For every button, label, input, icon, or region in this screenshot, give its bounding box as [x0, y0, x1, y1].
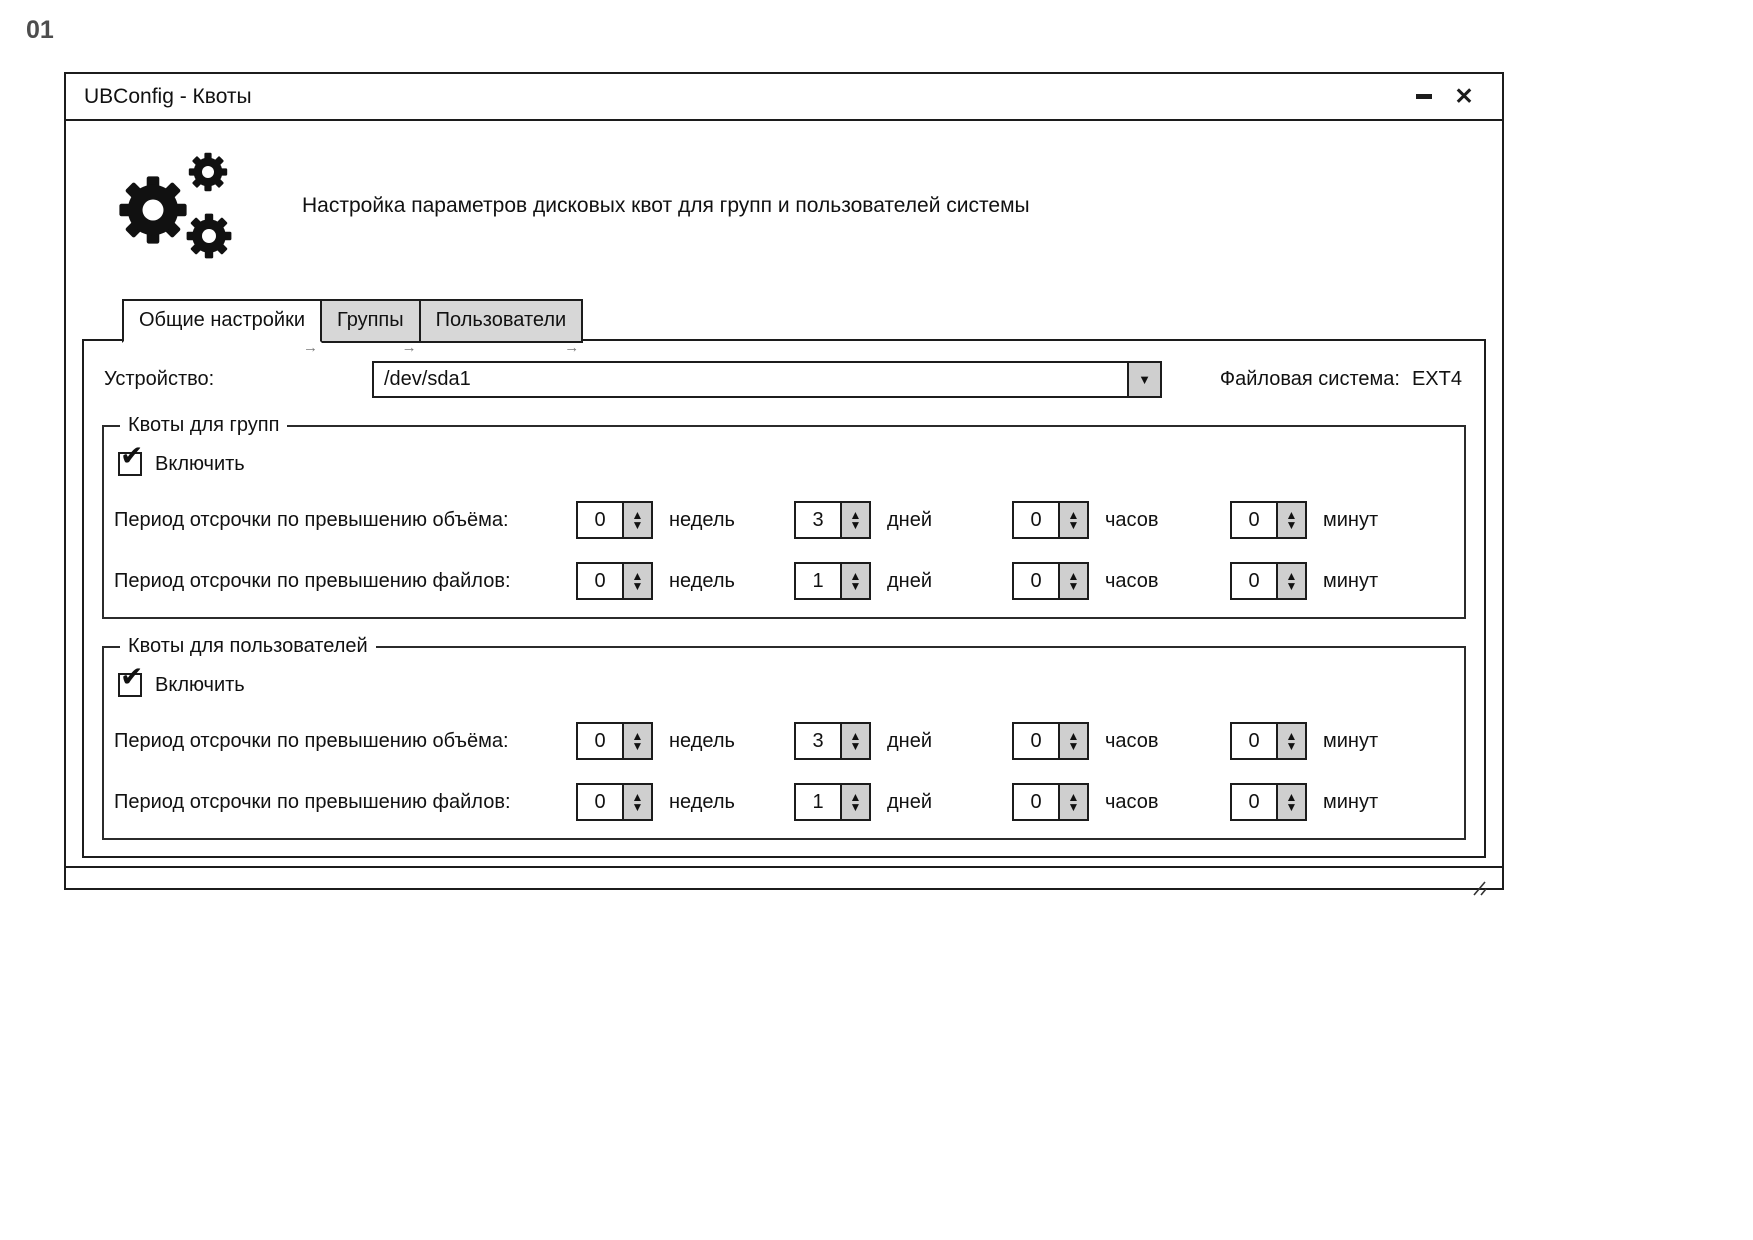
spinner-cell-minutes: [1230, 501, 1378, 539]
spinner-hours: [1012, 501, 1089, 539]
spinner-cell-days: [794, 722, 1012, 760]
check-icon: ✔: [120, 661, 144, 692]
unit-hours-label: часов: [1105, 569, 1159, 592]
spinner-cell-hours: [1012, 722, 1230, 760]
spinner-days-value[interactable]: 1: [812, 790, 824, 813]
spinner-weeks-buttons[interactable]: [622, 785, 651, 819]
tab-arrow-icon: →: [303, 339, 318, 356]
user-quotas-section: [102, 635, 1466, 840]
unit-weeks-label: недель: [669, 508, 735, 531]
spinner-weeks-buttons[interactable]: [622, 503, 651, 537]
device-row: [98, 361, 1470, 398]
spinner-cell-hours: [1012, 562, 1230, 600]
spinner-hours-buttons[interactable]: [1058, 564, 1087, 598]
spinner-days-buttons[interactable]: [840, 564, 869, 598]
spinner-cell-weeks: [576, 562, 794, 600]
spinner-down-icon[interactable]: ▼: [1285, 739, 1298, 753]
spinner-days-value[interactable]: 3: [812, 729, 824, 752]
device-label: Устройство:: [104, 368, 215, 390]
check-icon: ✔: [120, 440, 144, 471]
spinner-cell-weeks: [576, 783, 794, 821]
spinner-weeks-value[interactable]: 0: [594, 729, 606, 752]
spinner-hours-buttons[interactable]: [1058, 503, 1087, 537]
spinner-minutes-buttons[interactable]: [1276, 785, 1305, 819]
unit-minutes-label: минут: [1323, 790, 1379, 813]
tab-users-label: Пользователи: [435, 309, 567, 331]
spinner-weeks-value[interactable]: 0: [594, 790, 606, 813]
spinner-down-icon[interactable]: ▼: [631, 579, 644, 593]
tab-general-settings-label: Общие настройки: [139, 309, 305, 331]
spinner-down-icon[interactable]: ▼: [631, 518, 644, 532]
minimize-icon: [1416, 94, 1432, 99]
spinner-up-icon[interactable]: ▲: [631, 729, 644, 743]
spinner-down-icon[interactable]: ▼: [849, 579, 862, 593]
spinner-cell-minutes: [1230, 562, 1378, 600]
spinner-up-icon[interactable]: ▲: [1067, 790, 1080, 804]
spinner-up-icon[interactable]: ▲: [1285, 729, 1298, 743]
spinner-days-buttons[interactable]: [840, 503, 869, 537]
spinner-cell-hours: [1012, 783, 1230, 821]
spinner-minutes-value[interactable]: 0: [1248, 508, 1260, 531]
grace-period-files-row: [104, 561, 1464, 601]
spinner-up-icon[interactable]: ▲: [1285, 569, 1298, 583]
spinner-weeks-value[interactable]: 0: [594, 508, 606, 531]
spinner-up-icon[interactable]: ▲: [849, 790, 862, 804]
spinner-weeks: [576, 501, 653, 539]
spinner-down-icon[interactable]: ▼: [849, 739, 862, 753]
spinner-down-icon[interactable]: ▼: [1067, 518, 1080, 532]
chevron-down-icon: ▼: [1138, 372, 1151, 387]
spinner-hours-value[interactable]: 0: [1030, 729, 1042, 752]
grace-period-volume-label: Период отсрочки по превышению объёма:: [114, 508, 509, 531]
spinner-up-icon[interactable]: ▲: [849, 508, 862, 522]
unit-weeks-label: недель: [669, 569, 735, 592]
spinner-cell-minutes: [1230, 722, 1378, 760]
tab-groups-label: Группы: [337, 309, 404, 331]
spinner-weeks-buttons[interactable]: [622, 724, 651, 758]
spinner-down-icon[interactable]: ▼: [631, 739, 644, 753]
tab-bar: [122, 299, 1486, 356]
spinner-minutes: [1230, 501, 1307, 539]
unit-hours-label: часов: [1105, 790, 1159, 813]
spinner-minutes-value[interactable]: 0: [1248, 729, 1260, 752]
unit-hours-label: часов: [1105, 508, 1159, 531]
filesystem-value: EXT4: [1411, 368, 1462, 390]
statusbar: [66, 866, 1502, 903]
spinner-cell-weeks: [576, 722, 794, 760]
unit-weeks-label: недель: [669, 790, 735, 813]
spinner-cell-weeks: [576, 501, 794, 539]
spinner-down-icon[interactable]: ▼: [1285, 579, 1298, 593]
enable-row: [118, 440, 1464, 479]
spinner-weeks-value[interactable]: 0: [594, 569, 606, 592]
spinner-up-icon[interactable]: ▲: [1285, 508, 1298, 522]
spinner-hours: [1012, 783, 1089, 821]
tab-arrow-icon: →: [401, 339, 417, 356]
spinner-hours: [1012, 562, 1089, 600]
window-description: Настройка параметров дисковых квот для групп и пользователей системы: [302, 194, 1030, 217]
close-button[interactable]: [1444, 82, 1484, 112]
close-icon: ✕: [1454, 83, 1474, 109]
page-index-label: 01: [26, 16, 54, 44]
spinner-up-icon[interactable]: ▲: [1285, 790, 1298, 804]
resize-grip[interactable]: [1470, 880, 1490, 896]
enable-row: [118, 661, 1464, 700]
spinner-minutes: [1230, 783, 1307, 821]
grace-period-volume-label: Период отсрочки по превышению объёма:: [114, 729, 509, 752]
spinner-hours-value[interactable]: 0: [1030, 569, 1042, 592]
unit-days-label: дней: [887, 790, 933, 813]
window-body: [66, 121, 1502, 866]
spinner-hours-value[interactable]: 0: [1030, 790, 1042, 813]
spinner-minutes-value[interactable]: 0: [1248, 790, 1260, 813]
spinner-down-icon[interactable]: ▼: [849, 800, 862, 814]
window-title: UBConfig - Квоты: [84, 84, 252, 108]
spinner-days-buttons[interactable]: [840, 724, 869, 758]
grace-period-files-label: Период отсрочки по превышению файлов:: [114, 790, 511, 813]
spinner-weeks: [576, 722, 653, 760]
spinner-hours: [1012, 722, 1089, 760]
spinner-hours-value[interactable]: 0: [1030, 508, 1042, 531]
spinner-cell-minutes: [1230, 783, 1378, 821]
spinner-minutes-value[interactable]: 0: [1248, 569, 1260, 592]
spinner-down-icon[interactable]: ▼: [1285, 800, 1298, 814]
spinner-up-icon[interactable]: ▲: [631, 508, 644, 522]
spinner-cell-days: [794, 501, 1012, 539]
minimize-button[interactable]: [1404, 82, 1444, 112]
general-settings-panel: [82, 339, 1486, 858]
spinner-weeks-buttons[interactable]: [622, 564, 651, 598]
unit-minutes-label: минут: [1323, 508, 1379, 531]
titlebar: [66, 74, 1502, 121]
grace-period-volume-row: [104, 500, 1464, 540]
filesystem-info: [1220, 368, 1464, 391]
spinner-minutes: [1230, 562, 1307, 600]
tab-arrow-icon: →: [564, 339, 580, 356]
group-quotas-section: [102, 414, 1466, 619]
tab-users[interactable]: [419, 299, 584, 356]
unit-weeks-label: недель: [669, 729, 735, 752]
header-section: [112, 145, 1486, 267]
spinner-down-icon[interactable]: ▼: [1285, 518, 1298, 532]
gears-icon: [112, 146, 244, 266]
spinner-minutes-buttons[interactable]: [1276, 564, 1305, 598]
user-enable-label: Включить: [155, 673, 245, 696]
spinner-days-value[interactable]: 1: [812, 569, 824, 592]
spinner-up-icon[interactable]: ▲: [1067, 508, 1080, 522]
spinner-down-icon[interactable]: ▼: [849, 518, 862, 532]
group-enable-checkbox[interactable]: [118, 440, 144, 476]
grace-period-volume-row: [104, 721, 1464, 761]
spinner-minutes-buttons[interactable]: [1276, 503, 1305, 537]
spinner-cell-hours: [1012, 501, 1230, 539]
spinner-days-buttons[interactable]: [840, 785, 869, 819]
spinner-down-icon[interactable]: ▼: [1067, 800, 1080, 814]
spinner-days: [794, 722, 871, 760]
grace-period-files-row: [104, 782, 1464, 822]
spinner-days: [794, 562, 871, 600]
spinner-up-icon[interactable]: ▲: [1067, 569, 1080, 583]
spinner-weeks: [576, 783, 653, 821]
spinner-days-value[interactable]: 3: [812, 508, 824, 531]
spinner-hours-buttons[interactable]: [1058, 724, 1087, 758]
device-combobox[interactable]: [372, 361, 1162, 398]
group-enable-label: Включить: [155, 452, 245, 475]
device-dropdown-button[interactable]: [1127, 363, 1160, 396]
spinner-days: [794, 501, 871, 539]
spinner-up-icon[interactable]: ▲: [849, 729, 862, 743]
unit-minutes-label: минут: [1323, 729, 1379, 752]
unit-minutes-label: минут: [1323, 569, 1379, 592]
user-quotas-legend: Квоты для пользователей: [128, 635, 368, 657]
spinner-up-icon[interactable]: ▲: [1067, 729, 1080, 743]
spinner-cell-days: [794, 562, 1012, 600]
spinner-minutes: [1230, 722, 1307, 760]
spinner-hours-buttons[interactable]: [1058, 785, 1087, 819]
unit-days-label: дней: [887, 729, 933, 752]
spinner-up-icon[interactable]: ▲: [631, 569, 644, 583]
grace-period-files-label: Период отсрочки по превышению файлов:: [114, 569, 511, 592]
spinner-cell-days: [794, 783, 1012, 821]
spinner-down-icon[interactable]: ▼: [631, 800, 644, 814]
unit-hours-label: часов: [1105, 729, 1159, 752]
tab-groups[interactable]: [320, 299, 421, 356]
filesystem-label: Файловая система:: [1219, 368, 1400, 390]
device-combobox-value[interactable]: /dev/sda1: [384, 368, 471, 390]
tab-general-settings[interactable]: [122, 299, 322, 356]
group-quotas-legend: Квоты для групп: [128, 414, 280, 436]
spinner-up-icon[interactable]: ▲: [631, 790, 644, 804]
spinner-minutes-buttons[interactable]: [1276, 724, 1305, 758]
user-enable-checkbox[interactable]: [118, 661, 144, 697]
unit-days-label: дней: [887, 569, 933, 592]
spinner-down-icon[interactable]: ▼: [1067, 739, 1080, 753]
spinner-down-icon[interactable]: ▼: [1067, 579, 1080, 593]
spinner-weeks: [576, 562, 653, 600]
ubconfig-window: [64, 72, 1504, 890]
spinner-up-icon[interactable]: ▲: [849, 569, 862, 583]
unit-days-label: дней: [887, 508, 933, 531]
spinner-days: [794, 783, 871, 821]
